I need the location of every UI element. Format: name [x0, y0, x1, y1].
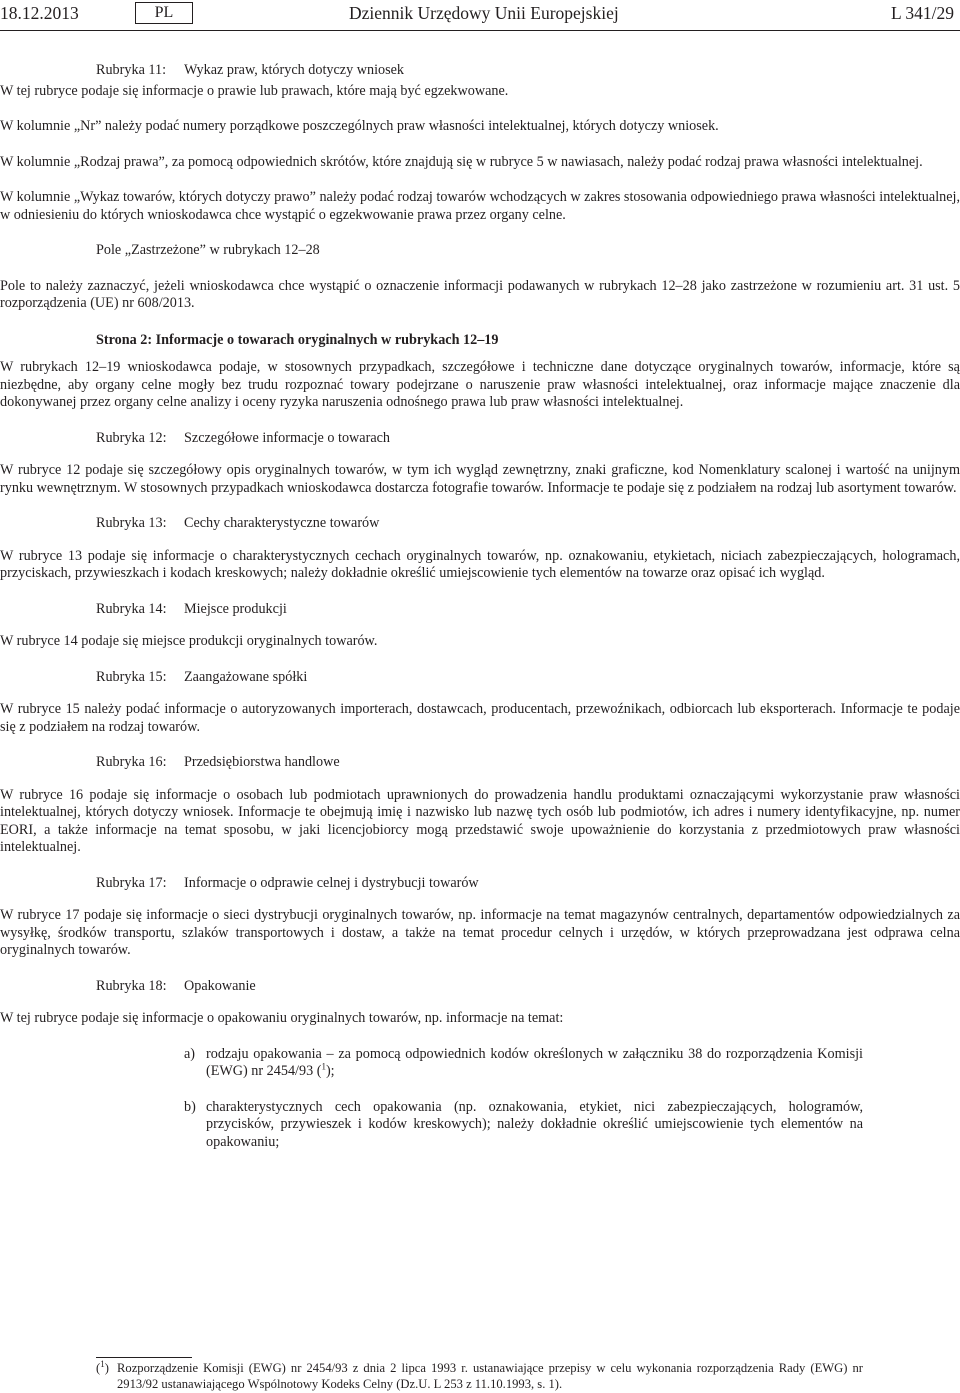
field-label: Rubryka 16: — [96, 754, 167, 770]
field-label: Rubryka 17: — [96, 874, 167, 891]
field-title: Miejsce produkcji — [184, 600, 287, 617]
field-label: Rubryka 14: — [96, 600, 167, 617]
field-title: Opakowanie — [184, 977, 256, 994]
paragraph: Pole to należy zaznaczyć, jeżeli wnioskodawca chce wystąpić o oznaczenie informacji podawanych w rubrykach 12–28 jako zastrzeżone w rozumieniu art. 31 ust. 5 rozporządzenia (UE) nr 608/2013. — [0, 277, 960, 311]
paragraph: W rubryce 16 podaje się informacje o osobach lub podmiotach uprawnionych do prowadzenia handlu produktami oznaczającymi wykorzystanie praw własności intelektualnej, których dotyczy wniosek. Informacje te obejmują imię i nazwisko lub nazwę tych osób lub podmiotów, ich adres i numery identyfikacyjne, np. numer EORI, a także informacje na temat sposobu, w jaki licencjobiorcy mogą przedstawić swoje upoważnienie do korzystania z przedmiotowych praw własności intelektualnej. — [0, 786, 960, 855]
paragraph: W tej rubryce podaje się informacje o prawie lub prawach, które mają być egzekwowane. — [0, 82, 509, 99]
journal-title: Dziennik Urzędowy Unii Europejskiej — [349, 3, 619, 23]
paragraph: W rubryce 15 należy podać informacje o autoryzowanych importerach, dostawcach, producentach, przewoźnikach, odbiorcach lub eksporterach. Informacje te podaje się z podziałem na rodzaj towarów. — [0, 701, 960, 735]
paragraph: W kolumnie „Nr” należy podać numery porządkowe poszczególnych praw własności intelektualnej, których dotyczy wniosek. — [0, 118, 719, 134]
field-label: Rubryka 11: — [96, 62, 167, 78]
page-reference: L 341/29 — [890, 3, 954, 23]
header-rule — [0, 30, 960, 31]
paragraph: W rubrykach 12–19 wnioskodawca podaje, w stosownych przypadkach, szczegółowe i techniczne dane dotyczące oryginalnych towarów, informacje, które są niezbędne, aby organy celne mogły bez trudu rozpoznać towary podejrzane o naruszenie praw własności intelektualnej, oraz informacje mające znaczenie dla dokonywanej przez organy celne analizy i oceny ryzyka naruszenia odnośnego prawa lub praw własności intelektualnej. — [0, 359, 960, 410]
field-14-heading — [96, 601, 960, 619]
header-date: 18.12.2013 — [0, 3, 79, 23]
field-title: Szczegółowe informacje o towarach — [184, 429, 391, 446]
paragraph: W kolumnie „Wykaz towarów, których dotyczy prawo” należy podać rodzaj towarów wchodzących w zakres stosowania odpowiedniego prawa własności intelektualnej, w odniesieniu do których wnioskodawca chce wystąpić o egzekwowanie prawa przez organy celne. — [0, 189, 960, 223]
field-16-heading — [96, 754, 960, 772]
footnote-marker — [96, 1360, 109, 1376]
paragraph: W rubryce 14 podaje się miejsce produkcji oryginalnych towarów. — [0, 633, 378, 649]
field-label: Rubryka 15: — [96, 668, 167, 685]
field-13-heading — [96, 515, 960, 533]
field-title: Cechy charakterystyczne towarów — [184, 515, 380, 531]
footnote-rule — [96, 1357, 192, 1358]
field-title: Pole „Zastrzeżone” w rubrykach 12–28 — [96, 242, 320, 258]
paragraph: W tej rubryce podaje się informacje o opakowaniu oryginalnych towarów, np. informacje na temat: — [0, 1010, 564, 1026]
packaging-list — [184, 1046, 863, 1152]
field-label: Rubryka 18: — [96, 977, 167, 994]
field-title: Zaangażowane spółki — [184, 668, 308, 685]
list-item-text: charakterystycznych cech opakowania (np. oznakowania, etykiet, nici zabezpieczających, hologramów, przycisków, przywieszek i kodów kreskowych); należy dokładnie określić umiejscowienie tych elementów na opakowaniu; — [206, 1098, 863, 1150]
paragraph: W rubryce 17 podaje się informacje o sieci dystrybucji oryginalnych towarów, np. informacje na temat magazynów centralnych, departamentów odpowiedzialnych za wysyłkę, środków transportu, szlaków transportowych i dostaw, a także na temat procedur celnych i urzędów, w których przeprowadzana jest odprawa celna oryginalnych towarów. — [0, 907, 960, 958]
reserved-field-heading — [96, 242, 960, 260]
footnote — [96, 1360, 863, 1392]
field-17-heading — [96, 875, 960, 893]
list-item — [184, 1099, 863, 1152]
list-item-text: rodzaju opakowania – za pomocą odpowiednich kodów określonych w załączniku 38 do rozporządzenia Komisji (EWG) nr 2454/93 ( — [206, 1045, 863, 1079]
field-title: Informacje o odprawie celnej i dystrybucji towarów — [184, 874, 479, 891]
document-body — [0, 62, 960, 1151]
page-header — [0, 2, 960, 24]
field-title: Przedsiębiorstwa handlowe — [184, 754, 340, 770]
field-label: Rubryka 13: — [96, 515, 167, 531]
field-12-heading — [96, 430, 960, 448]
section-title: Strona 2: Informacje o towarach oryginalnych w rubrykach 12–19 — [96, 331, 499, 348]
language-badge: PL — [135, 2, 193, 24]
footnote-marker-open: ( — [96, 1361, 101, 1375]
paragraph: W kolumnie „Rodzaj prawa”, za pomocą odpowiednich skrótów, które znajdują się w rubryce 5 w nawiasach, należy podać rodzaj prawa własności intelektualnej. — [0, 153, 923, 170]
footnote-marker-number: 1 — [100, 1358, 105, 1369]
footnote-ref: 1 — [321, 1061, 326, 1072]
list-marker: b) — [184, 1098, 196, 1115]
list-marker: a) — [184, 1045, 196, 1062]
paragraph: W rubryce 13 podaje się informacje o charakterystycznych cechach oryginalnych towarów, np. oznakowaniu, etykietach, niciach zabezpieczających, hologramach, przyciskach, przywieszkach i kodach kreskowych; należy dokładnie określić umiejscowienie tych elementów na towarze oraz opisać ich wygląd. — [0, 547, 960, 581]
list-item-text-end: ); — [325, 1063, 335, 1079]
footnote-text: Rozporządzenie Komisji (EWG) nr 2454/93 z dnia 2 lipca 1993 r. ustanawiające przepisy w celu wykonania rozporządzenia Rady (EWG) nr 2913/92 ustanawiającego Wspólnotowy Kodeks Celny (Dz.U. L 253 z 11.10.1993, s. 1). — [117, 1361, 863, 1391]
field-18-heading — [96, 978, 960, 996]
footnote-marker-close: ) — [104, 1361, 109, 1375]
field-15-heading — [96, 669, 960, 687]
list-item — [184, 1046, 863, 1081]
field-11-heading — [96, 62, 960, 80]
paragraph: W rubryce 12 podaje się szczegółowy opis oryginalnych towarów, w tym ich wygląd zewnętrzny, znaki graficzne, kod Nomenklatury scalonej i wartość na unijnym rynku wewnętrznym. W stosownych przypadkach wnioskodawca dostarcza fotografie towarów. Informacje te podaje się z podziałem na rodzaj lub asortyment towarów. — [0, 462, 960, 496]
section-heading-page-2 — [96, 332, 960, 350]
field-title: Wykaz praw, których dotyczy wniosek — [184, 62, 405, 78]
field-label: Rubryka 12: — [96, 429, 167, 446]
